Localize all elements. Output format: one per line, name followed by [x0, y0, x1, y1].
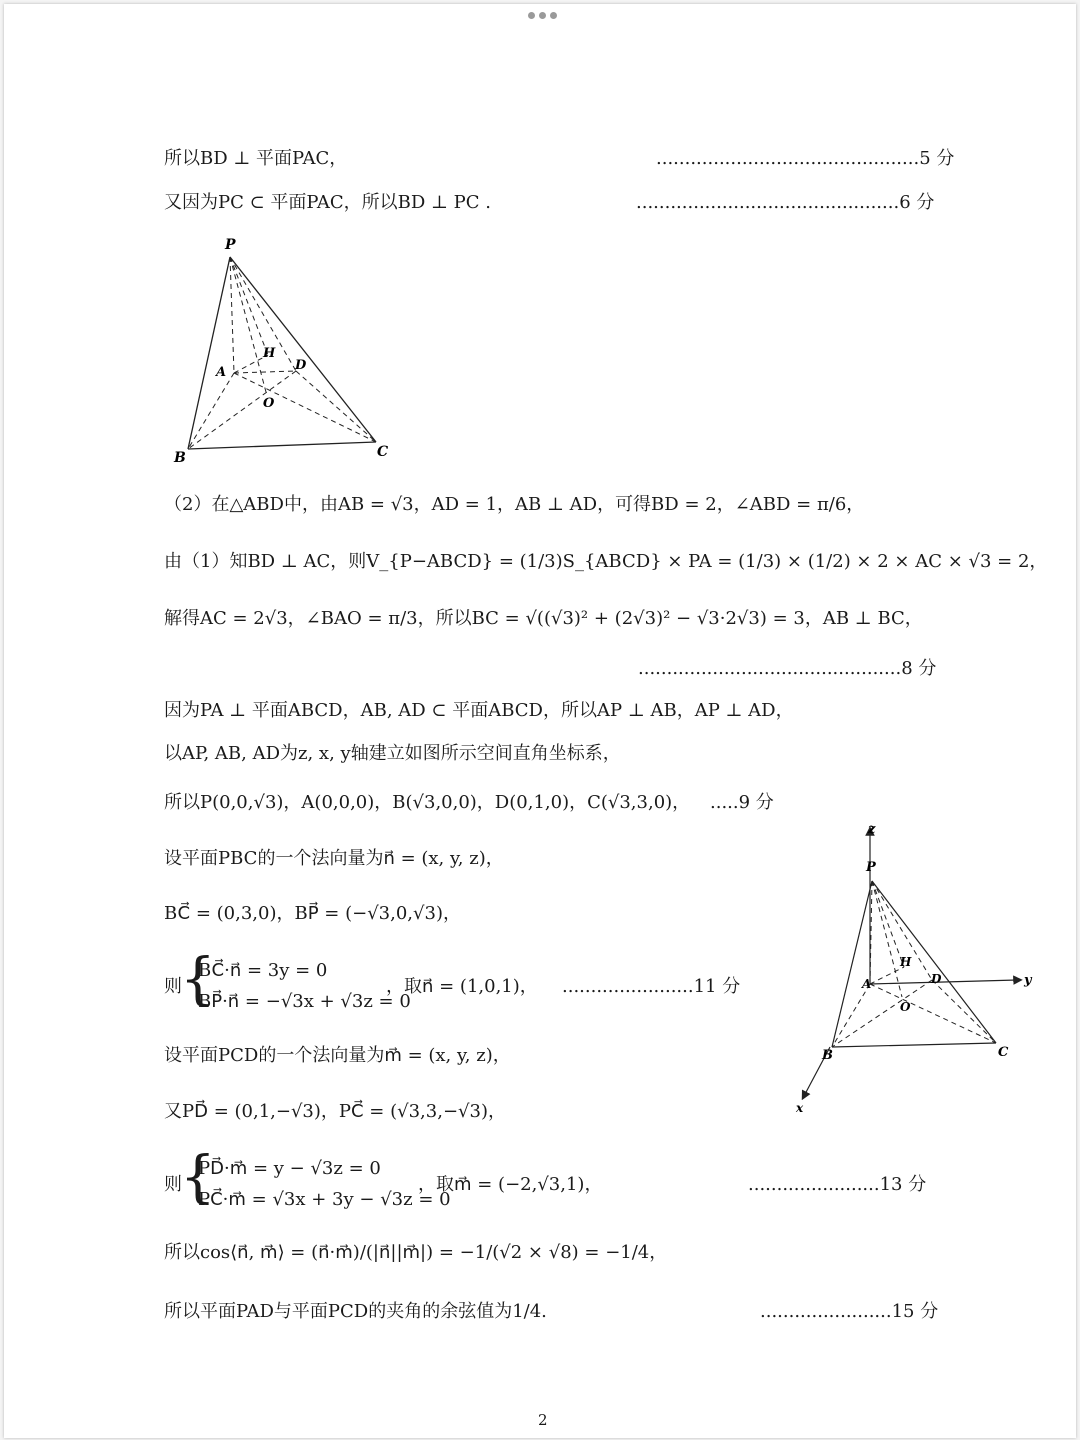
- pyramid-figure: [164, 229, 404, 469]
- label-H: H: [900, 955, 912, 969]
- text-line: （2）在△ABD中，由AB = √3，AD = 1，AB ⊥ AD，可得BD = 2，∠ABD = π/6，: [164, 494, 865, 515]
- label-P: P: [225, 237, 236, 253]
- text-line: 解得AC = 2√3，∠BAO = π/3，所以BC = √((√3)² + (2√3)² − √3·2√3) = 3，AB ⊥ BC，: [164, 608, 923, 629]
- text-line: 以AP, AB, AD为z, x, y轴建立如图所示空间直角坐标系，: [164, 743, 621, 764]
- label-y: y: [1024, 973, 1032, 988]
- score-marker: .......................11 分: [562, 976, 741, 997]
- edge-BC: [832, 1043, 996, 1047]
- page-number: 2: [538, 1411, 548, 1429]
- edge-AC: [234, 373, 376, 442]
- text-line: 又因为PC ⊂ 平面PAC，所以BD ⊥ PC .: [164, 192, 491, 213]
- edge-PO: [872, 881, 902, 997]
- system-brace: {: [180, 947, 216, 1012]
- label-A: A: [862, 977, 872, 991]
- label-D: D: [295, 358, 307, 373]
- edge-AC: [870, 984, 996, 1043]
- score-marker: .......................15 分: [760, 1301, 939, 1322]
- edge-BD: [188, 371, 296, 449]
- edge-PB: [832, 881, 872, 1047]
- edge-AB: [188, 373, 234, 449]
- system-brace: {: [180, 1145, 216, 1210]
- text-line: 设平面PCD的一个法向量为m⃗ = (x, y, z)，: [164, 1045, 511, 1066]
- equation-line: PC⃗·m⃗ = √3x + 3y − √3z = 0: [198, 1189, 451, 1210]
- label-B: B: [822, 1048, 833, 1063]
- edge-CD: [296, 371, 376, 442]
- edge-PA: [230, 257, 234, 373]
- y-axis: [870, 980, 1018, 984]
- edge-BC: [188, 442, 376, 449]
- text-line: BC⃗ = (0,3,0)，BP⃗ = (−√3,0,√3)，: [164, 903, 461, 924]
- label-O: O: [900, 1000, 911, 1014]
- text-line: 所以平面PAD与平面PCD的夹角的余弦值为1/4.: [164, 1301, 547, 1322]
- edge-AD: [234, 371, 296, 373]
- score-marker: ..............................................6 分: [636, 192, 935, 213]
- score-marker: ..............................................8 分: [638, 658, 937, 679]
- equation-line: BC⃗·n⃗ = 3y = 0: [198, 960, 328, 981]
- text-line: 所以BD ⊥ 平面PAC，: [164, 148, 348, 169]
- text-line: 因为PA ⊥ 平面ABCD，AB, AD ⊂ 平面ABCD，所以AP ⊥ AB，AP ⊥ AD，: [164, 700, 794, 721]
- label-D: D: [931, 972, 942, 986]
- text-line: 设平面PBC的一个法向量为n⃗ = (x, y, z)，: [164, 848, 504, 869]
- equation-line: BP⃗·n⃗ = −√3x + √3z = 0: [198, 991, 411, 1012]
- label-H: H: [263, 346, 276, 361]
- more-options-icon[interactable]: [528, 12, 557, 19]
- edge-AH: [870, 967, 904, 984]
- label-O: O: [263, 396, 275, 411]
- score-marker: ..............................................5 分: [656, 148, 955, 169]
- document-page: [4, 4, 1076, 1438]
- label-C: C: [377, 444, 389, 460]
- coordinate-figure: [790, 819, 1050, 1119]
- text-line: 所以cos⟨n⃗, m⃗⟩ = (n⃗·m⃗)/(|n⃗||m⃗|) = −1/(√2 × √8) = −1/4，: [164, 1242, 668, 1263]
- label-B: B: [174, 450, 186, 466]
- score-marker: .....9 分: [710, 792, 774, 813]
- text-line: ，取m⃗ = (−2,√3,1)，: [418, 1174, 603, 1195]
- label-P: P: [866, 860, 876, 875]
- label-z: z: [868, 822, 876, 837]
- edge-CD: [932, 980, 996, 1043]
- label-x: x: [796, 1101, 804, 1115]
- edge-PC: [230, 257, 376, 442]
- text-line: ，取n⃗ = (1,0,1)，: [386, 976, 538, 997]
- label-C: C: [998, 1045, 1009, 1060]
- edge-PH: [230, 257, 268, 355]
- edge-AB: [832, 984, 870, 1047]
- edge-PC: [872, 881, 996, 1043]
- score-marker: .......................13 分: [748, 1174, 927, 1195]
- edge-PB: [188, 257, 230, 449]
- text-line: 又PD⃗ = (0,1,−√3)，PC⃗ = (√3,3,−√3)，: [164, 1101, 506, 1122]
- equation-line: PD⃗·m⃗ = y − √3z = 0: [198, 1158, 381, 1179]
- system-label: 则: [164, 1174, 182, 1195]
- text-line: 由（1）知BD ⊥ AC，则V_{P−ABCD} = (1/3)S_{ABCD} × PA = (1/3) × (1/2) × 2 × AC × √3 = 2，: [164, 551, 1048, 572]
- label-A: A: [216, 365, 227, 380]
- system-label: 则: [164, 976, 182, 997]
- text-line: 所以P(0,0,√3)，A(0,0,0)，B(√3,0,0)，D(0,1,0)，C(√3,3,0)，: [164, 792, 691, 813]
